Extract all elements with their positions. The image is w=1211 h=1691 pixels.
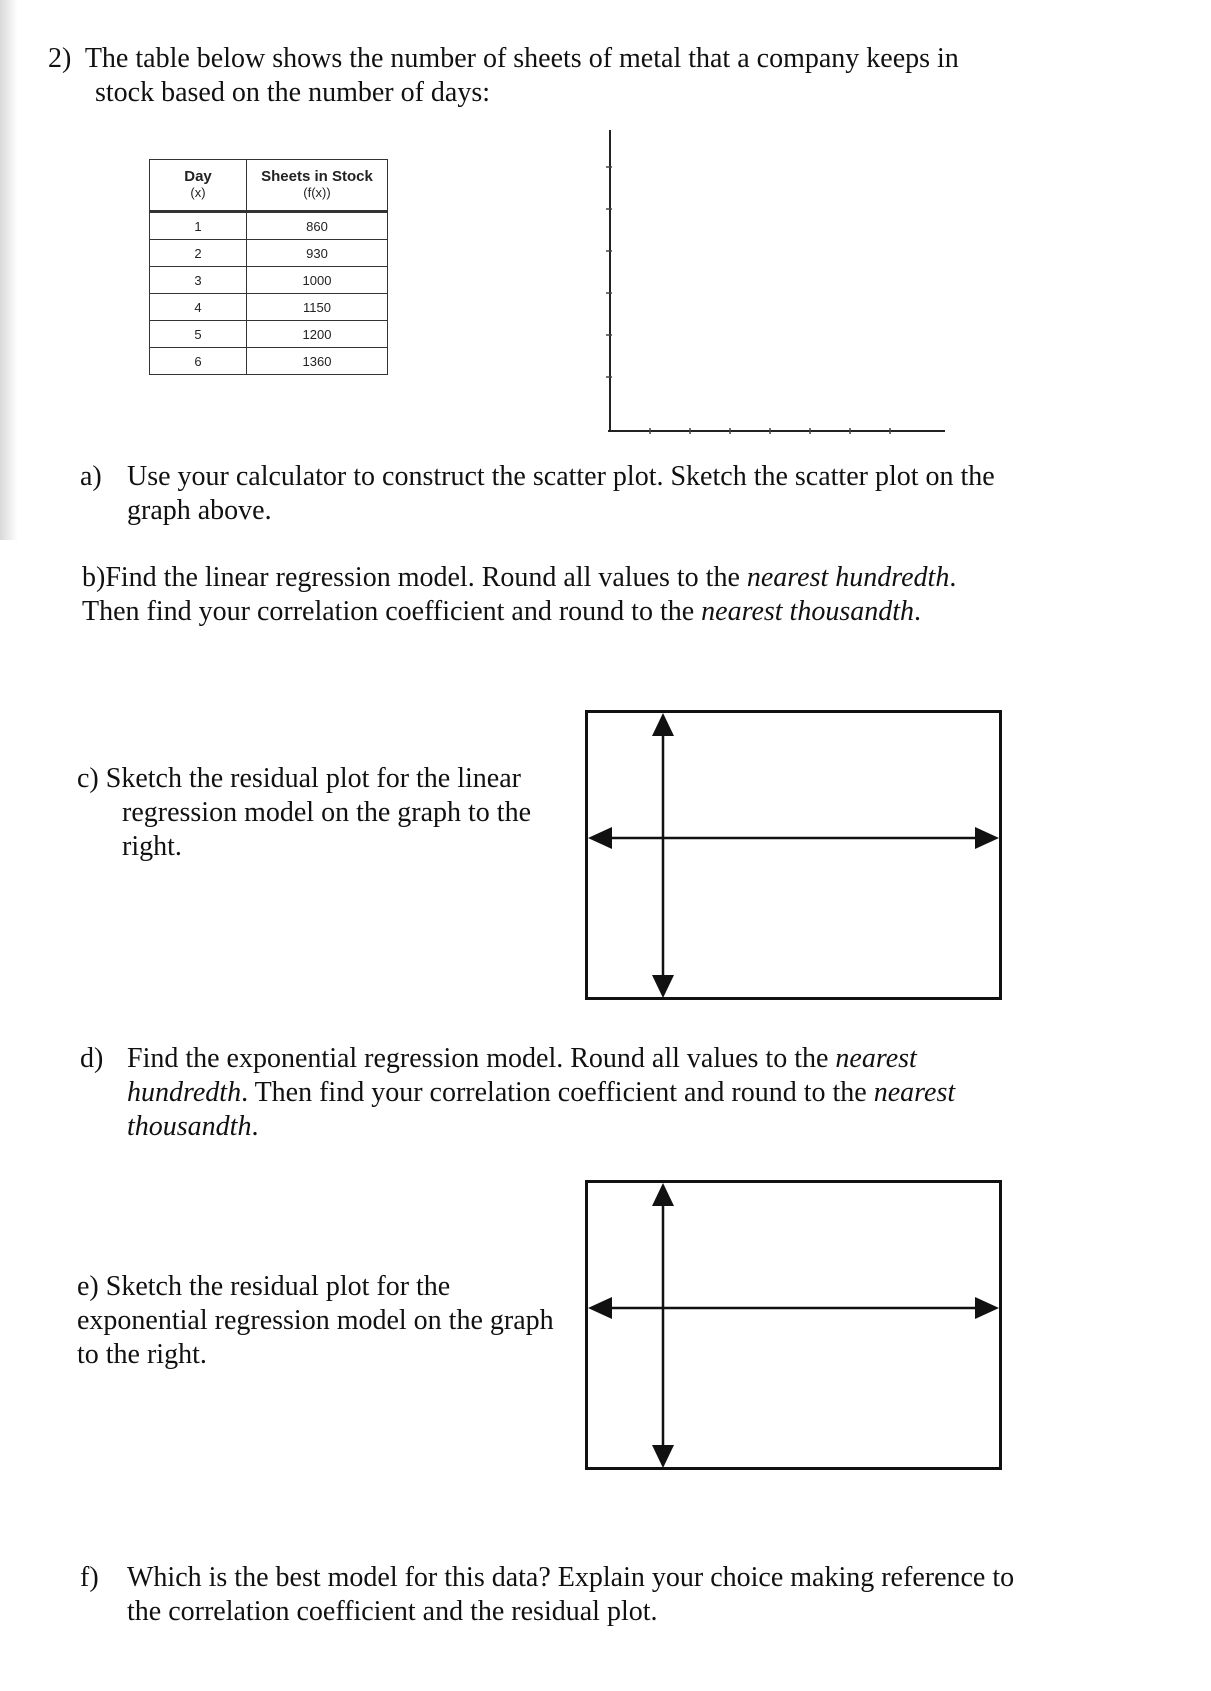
part-b-label: b) [82, 562, 106, 593]
part-c-line2: regression model on the graph to the [122, 797, 532, 828]
cell-sheets: 1000 [247, 267, 388, 294]
table-row [150, 212, 388, 240]
part-a-line1 [80, 460, 995, 494]
cell-day: 5 [150, 321, 247, 348]
part-d-text-2: . Then find your correlation coefficient and round to the [241, 1077, 874, 1108]
residual-plot-exponential [585, 1180, 1005, 1472]
header-day-sub: (x) [190, 185, 206, 200]
part-d-line1 [80, 1042, 917, 1076]
cell-sheets: 1360 [247, 348, 388, 375]
cell-sheets: 1150 [247, 294, 388, 321]
arrow-down-icon [652, 1445, 674, 1468]
arrow-up-icon [652, 1183, 674, 1206]
part-c-line1 [77, 762, 521, 796]
part-f-label: f) [80, 1562, 99, 1593]
table-row [150, 240, 388, 267]
part-b-line2 [82, 595, 921, 629]
part-a-label: a) [80, 461, 102, 492]
part-c-text-1: Sketch the residual plot for the linear [105, 763, 521, 794]
part-f-text-1: Which is the best model for this data? Explain your choice making reference to [127, 1562, 1015, 1593]
part-d-em-2: hundredth [127, 1077, 242, 1108]
page-edge-shadow [0, 0, 18, 540]
residual-plot-exponential-frame [587, 1182, 1001, 1469]
stock-data-table [149, 159, 388, 375]
arrow-left-icon [588, 827, 612, 849]
problem-intro-line2: stock based on the number of days: [95, 77, 491, 108]
part-b-text-2: Then find your correlation coefficient and round to the [82, 596, 702, 627]
header-sheets-label: Sheets in Stock [261, 168, 373, 185]
arrow-right-icon [975, 1297, 999, 1319]
part-d-em-1: nearest [835, 1043, 917, 1074]
part-d-line2 [127, 1076, 955, 1110]
part-c-label: c) [77, 763, 99, 794]
problem-intro-text-1: The table below shows the number of sheets of metal that a company keeps in [84, 43, 959, 74]
problem-number: 2) [48, 43, 72, 74]
arrow-left-icon [588, 1297, 612, 1319]
part-e-line3: to the right. [77, 1339, 207, 1370]
table-row [150, 294, 388, 321]
cell-day: 6 [150, 348, 247, 375]
table-row [150, 348, 388, 375]
part-d-text-1: Find the exponential regression model. Round all values to the [127, 1043, 836, 1074]
part-b-text-1: Find the linear regression model. Round all values to the [105, 562, 747, 593]
part-f-line1 [80, 1561, 1014, 1595]
part-b-line1 [82, 561, 956, 595]
part-a-line2: graph above. [127, 495, 272, 526]
header-day-label: Day [184, 168, 212, 185]
arrow-right-icon [975, 827, 999, 849]
header-day [150, 160, 247, 212]
part-b-em-2: nearest thousandth [701, 596, 915, 627]
part-b-end-2: . [914, 596, 922, 627]
part-a-text-1: Use your calculator to construct the scatter plot. Sketch the scatter plot on the [127, 461, 995, 492]
part-e-line1 [77, 1270, 450, 1304]
cell-sheets: 930 [247, 240, 388, 267]
cell-sheets: 860 [247, 212, 388, 240]
part-d-end-3: . [251, 1111, 259, 1142]
cell-day: 3 [150, 267, 247, 294]
table-row [150, 267, 388, 294]
scatter-plot-axes [600, 125, 960, 445]
part-e-line2: exponential regression model on the graph [77, 1305, 554, 1336]
part-f-line2: the correlation coefficient and the residual plot. [127, 1596, 658, 1627]
problem-intro-line1 [48, 42, 959, 76]
part-e-label: e) [77, 1271, 99, 1302]
part-d-line3 [127, 1110, 258, 1144]
arrow-down-icon [652, 975, 674, 998]
cell-day: 2 [150, 240, 247, 267]
part-c-line3: right. [122, 831, 182, 862]
part-b-end-1: . [949, 562, 957, 593]
residual-plot-linear [585, 710, 1005, 1002]
part-b-em-1: nearest hundredth [746, 562, 950, 593]
residual-plot-linear-frame [587, 712, 1001, 999]
header-sheets-sub: (f(x)) [303, 185, 331, 200]
part-d-em-3: nearest [873, 1077, 956, 1108]
part-d-em-4: thousandth [127, 1111, 252, 1142]
cell-day: 1 [150, 212, 247, 240]
arrow-up-icon [652, 713, 674, 736]
part-e-text-1: Sketch the residual plot for the [105, 1271, 451, 1302]
part-d-label: d) [80, 1043, 104, 1074]
header-sheets [247, 160, 388, 212]
table-row [150, 321, 388, 348]
cell-day: 4 [150, 294, 247, 321]
cell-sheets: 1200 [247, 321, 388, 348]
